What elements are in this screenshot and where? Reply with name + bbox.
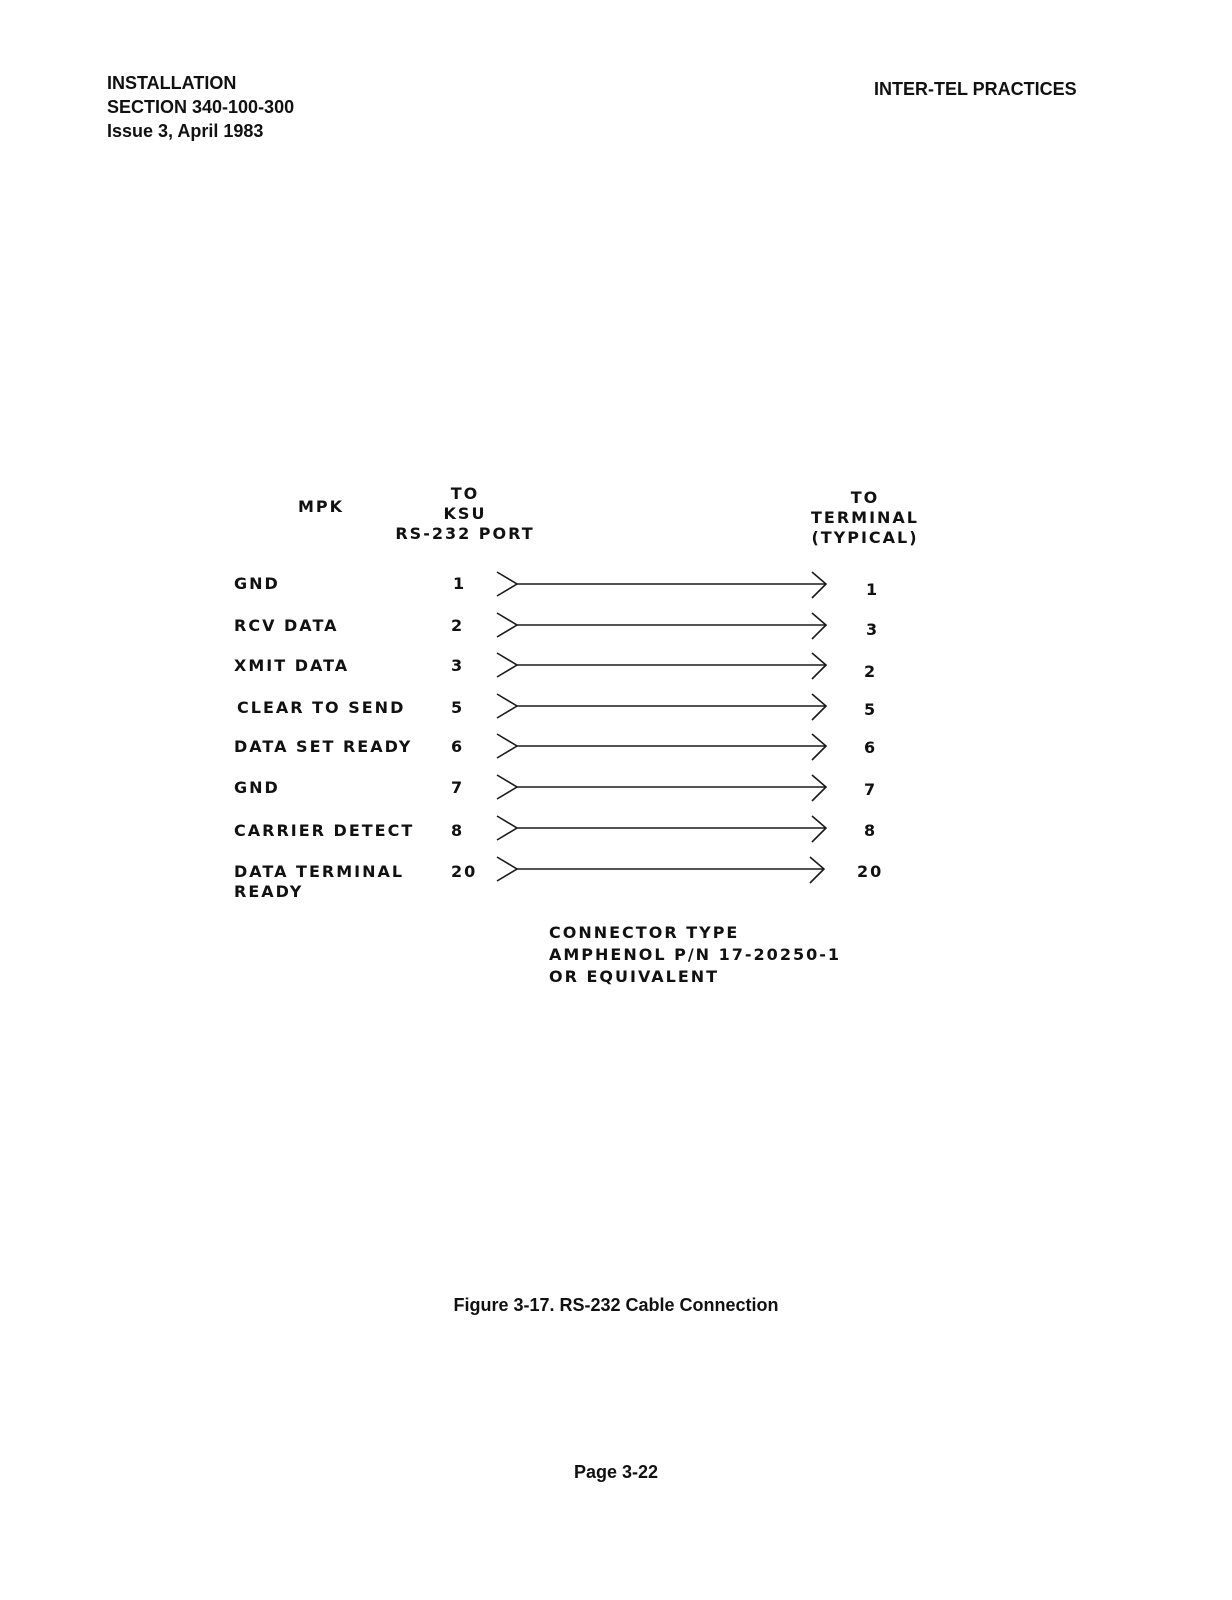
signal-label-xmit-data: XMIT DATA bbox=[234, 656, 350, 675]
signal-label-data-set-ready: DATA SET READY bbox=[234, 737, 413, 756]
ksu-header-to: TO bbox=[450, 484, 480, 503]
ksu-pin: 20 bbox=[451, 862, 478, 881]
wire-carrier-detect bbox=[497, 816, 826, 842]
signal-label-carrier-detect: CARRIER DETECT bbox=[234, 821, 415, 840]
ksu-pin: 7 bbox=[451, 778, 465, 797]
connector-note-line-3: OR EQUIVALENT bbox=[549, 967, 720, 986]
terminal-header-to: TO bbox=[850, 488, 880, 507]
terminal-pin: 20 bbox=[857, 862, 884, 881]
signal-label-clear-to-send: CLEAR TO SEND bbox=[237, 698, 406, 717]
signal-label-gnd-2: GND bbox=[234, 778, 280, 797]
ksu-header-ksu: KSU bbox=[443, 504, 487, 523]
ksu-header-port: RS-232 PORT bbox=[395, 524, 535, 543]
terminal-pin: 2 bbox=[864, 662, 878, 681]
terminal-pin: 1 bbox=[866, 580, 880, 599]
terminal-header-terminal: TERMINAL bbox=[810, 508, 919, 527]
wire-gnd-2 bbox=[497, 775, 826, 801]
ksu-pin: 6 bbox=[451, 737, 465, 756]
figure-caption: Figure 3-17. RS-232 Cable Connection bbox=[453, 1295, 779, 1315]
connector-note-line-1: CONNECTOR TYPE bbox=[549, 923, 740, 942]
mpk-column-label: MPK bbox=[298, 497, 345, 516]
ksu-pin: 3 bbox=[451, 656, 465, 675]
terminal-pin: 6 bbox=[864, 738, 878, 757]
wire-clear-to-send bbox=[497, 694, 826, 720]
ksu-pin: 8 bbox=[451, 821, 465, 840]
header-line-section: SECTION 340-100-300 bbox=[107, 97, 295, 117]
connector-note bbox=[549, 922, 841, 988]
terminal-pin: 3 bbox=[866, 620, 880, 639]
header-line-installation: INSTALLATION bbox=[107, 73, 237, 93]
header-line-issue: Issue 3, April 1983 bbox=[107, 121, 264, 141]
practices-header: INTER-TEL PRACTICES bbox=[874, 79, 1077, 99]
connector-note-line-2: AMPHENOL P/N 17-20250-1 bbox=[549, 945, 841, 964]
terminal-pin: 7 bbox=[864, 780, 878, 799]
terminal-header-typical: (TYPICAL) bbox=[811, 528, 919, 547]
wire-rcv-data bbox=[497, 613, 826, 639]
signal-label-data-terminal-ready: DATA TERMINAL READY bbox=[234, 862, 405, 901]
signal-label-rcv-data: RCV DATA bbox=[234, 616, 339, 635]
wire-data-set-ready bbox=[497, 734, 826, 760]
terminal-pin: 5 bbox=[864, 700, 878, 719]
ksu-pin: 5 bbox=[451, 698, 465, 717]
terminal-pin: 8 bbox=[864, 821, 878, 840]
signal-label-gnd: GND bbox=[234, 574, 280, 593]
ksu-pin: 2 bbox=[451, 616, 465, 635]
wire-xmit-data bbox=[497, 653, 826, 679]
page-number: Page 3-22 bbox=[573, 1462, 659, 1482]
wire-data-terminal-ready bbox=[497, 857, 824, 883]
wire-gnd bbox=[497, 572, 826, 598]
ksu-pin: 1 bbox=[453, 574, 467, 593]
